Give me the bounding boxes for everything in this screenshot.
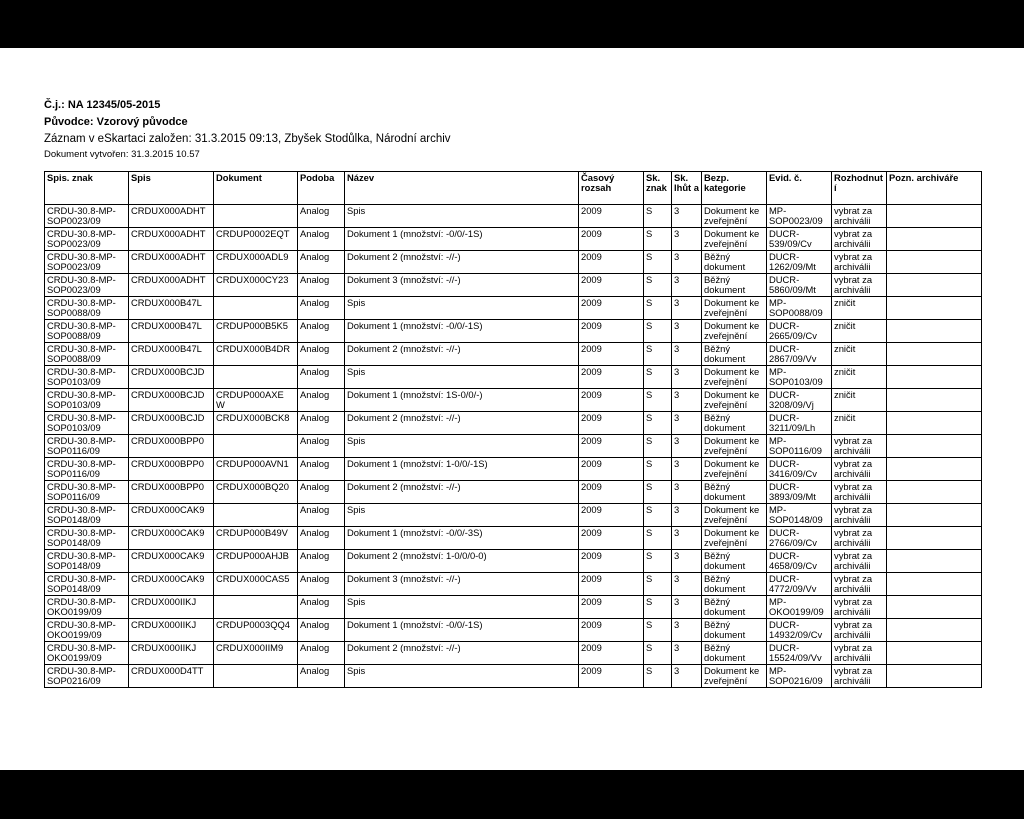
- table-cell: Analog: [298, 504, 345, 527]
- table-cell: CRDUX000BPP0: [129, 435, 214, 458]
- table-cell: S: [644, 228, 672, 251]
- table-cell: S: [644, 504, 672, 527]
- table-cell: CRDU-30.8-MP-OKO0199/09: [45, 596, 129, 619]
- table-row: [45, 665, 982, 688]
- table-cell: CRDUP000B49V: [214, 527, 298, 550]
- table-cell: 2009: [579, 481, 644, 504]
- table-cell: Běžný dokument: [702, 619, 767, 642]
- table-cell: S: [644, 527, 672, 550]
- table-cell: Dokument ke zveřejnění: [702, 458, 767, 481]
- table-cell: 2009: [579, 527, 644, 550]
- table-cell: vybrat za archiválii: [832, 251, 887, 274]
- column-header: Bezp. kategorie: [702, 172, 767, 205]
- table-cell: MP-SOP0023/09: [767, 205, 832, 228]
- table-cell: CRDUX000BCJD: [129, 366, 214, 389]
- table-cell: [887, 320, 982, 343]
- table-cell: 3: [672, 412, 702, 435]
- table-cell: [214, 504, 298, 527]
- column-header: Pozn. archiváře: [887, 172, 982, 205]
- table-cell: 3: [672, 389, 702, 412]
- table-row: [45, 458, 982, 481]
- table-cell: 2009: [579, 389, 644, 412]
- table-cell: vybrat za archiválii: [832, 573, 887, 596]
- table-cell: CRDUX000IIKJ: [129, 596, 214, 619]
- table-cell: vybrat za archiválii: [832, 228, 887, 251]
- table-cell: 2009: [579, 665, 644, 688]
- table-cell: [887, 343, 982, 366]
- table-cell: CRDU-30.8-MP-SOP0148/09: [45, 573, 129, 596]
- table-cell: Analog: [298, 412, 345, 435]
- table-cell: CRDUX000B47L: [129, 343, 214, 366]
- originator: Původce: Vzorový původce: [44, 116, 188, 128]
- table-cell: Dokument 3 (množství: -//-): [345, 573, 579, 596]
- table-cell: vybrat za archiválii: [832, 274, 887, 297]
- column-header: Časový rozsah: [579, 172, 644, 205]
- table-cell: DUCR-2867/09/Vv: [767, 343, 832, 366]
- table-cell: CRDUX000BCJD: [129, 389, 214, 412]
- table-cell: CRDUX000BCJD: [129, 412, 214, 435]
- table-row: [45, 642, 982, 665]
- table-cell: CRDUX000IIKJ: [129, 642, 214, 665]
- table-cell: 3: [672, 274, 702, 297]
- table-cell: [887, 435, 982, 458]
- table-cell: S: [644, 251, 672, 274]
- table-cell: 3: [672, 665, 702, 688]
- table-row: [45, 251, 982, 274]
- table-cell: [214, 205, 298, 228]
- table-cell: Dokument 2 (množství: -//-): [345, 412, 579, 435]
- table-cell: 2009: [579, 366, 644, 389]
- table-row: [45, 274, 982, 297]
- table-cell: vybrat za archiválii: [832, 550, 887, 573]
- table-cell: S: [644, 389, 672, 412]
- table-cell: 2009: [579, 596, 644, 619]
- table-cell: [887, 596, 982, 619]
- table-cell: CRDU-30.8-MP-OKO0199/09: [45, 619, 129, 642]
- table-cell: S: [644, 458, 672, 481]
- table-cell: Dokument 1 (množství: 1S-0/0/-): [345, 389, 579, 412]
- table-cell: [214, 665, 298, 688]
- table-cell: Analog: [298, 320, 345, 343]
- table-cell: S: [644, 596, 672, 619]
- table-cell: Analog: [298, 527, 345, 550]
- table-cell: CRDUP0003QQ4: [214, 619, 298, 642]
- table-cell: [887, 205, 982, 228]
- table-cell: Analog: [298, 251, 345, 274]
- table-cell: MP-SOP0088/09: [767, 297, 832, 320]
- table-cell: vybrat za archiválii: [832, 596, 887, 619]
- table-cell: 3: [672, 205, 702, 228]
- table-cell: 3: [672, 550, 702, 573]
- table-cell: S: [644, 320, 672, 343]
- table-cell: Dokument 2 (množství: -//-): [345, 343, 579, 366]
- table-cell: CRDU-30.8-MP-SOP0088/09: [45, 343, 129, 366]
- table-cell: 2009: [579, 251, 644, 274]
- table-cell: CRDUX000CY23: [214, 274, 298, 297]
- table-cell: 2009: [579, 297, 644, 320]
- table-cell: 3: [672, 527, 702, 550]
- table-cell: CRDUX000CAK9: [129, 550, 214, 573]
- table-cell: [887, 527, 982, 550]
- table-cell: CRDUX000ADL9: [214, 251, 298, 274]
- table-row: [45, 527, 982, 550]
- table-cell: vybrat za archiválii: [832, 435, 887, 458]
- table-cell: CRDU-30.8-MP-SOP0103/09: [45, 366, 129, 389]
- table-cell: 3: [672, 366, 702, 389]
- table-cell: Dokument ke zveřejnění: [702, 665, 767, 688]
- table-cell: Dokument ke zveřejnění: [702, 389, 767, 412]
- table-cell: 3: [672, 481, 702, 504]
- table-cell: Analog: [298, 481, 345, 504]
- table-cell: CRDU-30.8-MP-SOP0088/09: [45, 320, 129, 343]
- table-cell: 3: [672, 251, 702, 274]
- table-cell: Běžný dokument: [702, 596, 767, 619]
- table-cell: CRDUX000ADHT: [129, 251, 214, 274]
- table-row: [45, 412, 982, 435]
- table-cell: CRDUP000B5K5: [214, 320, 298, 343]
- table-cell: Analog: [298, 389, 345, 412]
- table-header-row: [45, 172, 982, 205]
- table-cell: vybrat za archiválii: [832, 504, 887, 527]
- table-row: [45, 343, 982, 366]
- table-row: [45, 550, 982, 573]
- table-cell: MP-SOP0116/09: [767, 435, 832, 458]
- table-cell: S: [644, 550, 672, 573]
- table-cell: 2009: [579, 458, 644, 481]
- table-cell: CRDUX000B47L: [129, 297, 214, 320]
- table-cell: S: [644, 665, 672, 688]
- table-cell: CRDU-30.8-MP-SOP0023/09: [45, 228, 129, 251]
- table-cell: 2009: [579, 573, 644, 596]
- table-cell: CRDUX000CAK9: [129, 504, 214, 527]
- table-cell: CRDUP000AXE W: [214, 389, 298, 412]
- table-cell: Dokument ke zveřejnění: [702, 320, 767, 343]
- table-cell: CRDU-30.8-MP-SOP0103/09: [45, 389, 129, 412]
- table-cell: CRDU-30.8-MP-SOP0023/09: [45, 251, 129, 274]
- table-cell: 3: [672, 343, 702, 366]
- table-cell: [887, 642, 982, 665]
- table-cell: [887, 458, 982, 481]
- table-cell: CRDUX000BPP0: [129, 458, 214, 481]
- table-cell: Dokument 3 (množství: -//-): [345, 274, 579, 297]
- table-cell: DUCR-15524/09/Vv: [767, 642, 832, 665]
- table-cell: DUCR-3893/09/Mt: [767, 481, 832, 504]
- table-cell: zničit: [832, 297, 887, 320]
- table-cell: [887, 228, 982, 251]
- table-cell: DUCR-14932/09/Cv: [767, 619, 832, 642]
- table-cell: Běžný dokument: [702, 481, 767, 504]
- table-row: [45, 228, 982, 251]
- table-cell: S: [644, 205, 672, 228]
- table-cell: Dokument 2 (množství: -//-): [345, 251, 579, 274]
- table-cell: DUCR-3208/09/Vj: [767, 389, 832, 412]
- table-cell: zničit: [832, 366, 887, 389]
- document-page: [0, 48, 1024, 770]
- table-cell: DUCR-1262/09/Mt: [767, 251, 832, 274]
- table-cell: CRDUX000BCK8: [214, 412, 298, 435]
- table-cell: Spis: [345, 665, 579, 688]
- table-cell: vybrat za archiválii: [832, 619, 887, 642]
- table-cell: S: [644, 343, 672, 366]
- table-cell: CRDUP0002EQT: [214, 228, 298, 251]
- table-cell: CRDU-30.8-MP-SOP0148/09: [45, 550, 129, 573]
- table-cell: Běžný dokument: [702, 343, 767, 366]
- table-cell: [887, 251, 982, 274]
- table-cell: [887, 573, 982, 596]
- document-created-info: Dokument vytvořen: 31.3.2015 10.57: [44, 149, 200, 160]
- table-cell: 2009: [579, 504, 644, 527]
- table-cell: CRDU-30.8-MP-OKO0199/09: [45, 642, 129, 665]
- table-cell: CRDUP000AVN1: [214, 458, 298, 481]
- table-cell: vybrat za archiválii: [832, 481, 887, 504]
- table-cell: CRDU-30.8-MP-SOP0116/09: [45, 458, 129, 481]
- reference-number: Č.j.: NA 12345/05-2015: [44, 99, 161, 111]
- table-cell: 3: [672, 573, 702, 596]
- table-cell: CRDUX000CAS5: [214, 573, 298, 596]
- table-cell: CRDUX000B4DR: [214, 343, 298, 366]
- table-cell: Běžný dokument: [702, 642, 767, 665]
- table-cell: Dokument ke zveřejnění: [702, 527, 767, 550]
- table-cell: Dokument 1 (množství: -0/0/-1S): [345, 228, 579, 251]
- table-body: [45, 205, 982, 688]
- table-cell: Analog: [298, 228, 345, 251]
- records-table: [44, 171, 982, 688]
- table-cell: 3: [672, 642, 702, 665]
- table-cell: DUCR-3416/09/Cv: [767, 458, 832, 481]
- table-cell: [887, 504, 982, 527]
- table-cell: 2009: [579, 619, 644, 642]
- table-cell: [887, 665, 982, 688]
- table-cell: CRDU-30.8-MP-SOP0023/09: [45, 274, 129, 297]
- column-header: Sk. znak: [644, 172, 672, 205]
- table-cell: 3: [672, 596, 702, 619]
- table-cell: 3: [672, 458, 702, 481]
- table-cell: CRDU-30.8-MP-SOP0116/09: [45, 435, 129, 458]
- table-cell: Běžný dokument: [702, 573, 767, 596]
- table-cell: DUCR-539/09/Cv: [767, 228, 832, 251]
- table-cell: S: [644, 366, 672, 389]
- table-row: [45, 389, 982, 412]
- table-cell: CRDUX000B47L: [129, 320, 214, 343]
- table-cell: MP-SOP0103/09: [767, 366, 832, 389]
- table-cell: Dokument 1 (množství: -0/0/-1S): [345, 320, 579, 343]
- table-cell: vybrat za archiválii: [832, 642, 887, 665]
- record-created-info: Záznam v eSkartaci založen: 31.3.2015 09:13, Zbyšek Stodůlka, Národní archiv: [44, 133, 451, 145]
- table-cell: DUCR-5860/09/Mt: [767, 274, 832, 297]
- table-cell: [214, 435, 298, 458]
- table-cell: Analog: [298, 274, 345, 297]
- column-header: Podoba: [298, 172, 345, 205]
- table-cell: [887, 366, 982, 389]
- table-cell: CRDUP000AHJB: [214, 550, 298, 573]
- table-row: [45, 481, 982, 504]
- table-row: [45, 435, 982, 458]
- table-cell: Běžný dokument: [702, 412, 767, 435]
- table-cell: Dokument ke zveřejnění: [702, 228, 767, 251]
- table-cell: DUCR-2766/09/Cv: [767, 527, 832, 550]
- table-cell: Spis: [345, 205, 579, 228]
- column-header: Dokument: [214, 172, 298, 205]
- table-cell: CRDU-30.8-MP-SOP0148/09: [45, 504, 129, 527]
- column-header: Evid. č.: [767, 172, 832, 205]
- table-cell: [887, 412, 982, 435]
- table-cell: Dokument ke zveřejnění: [702, 205, 767, 228]
- table-cell: Dokument 1 (množství: 1-0/0/-1S): [345, 458, 579, 481]
- table-cell: Analog: [298, 619, 345, 642]
- table-cell: Dokument 1 (množství: -0/0/-1S): [345, 619, 579, 642]
- table-cell: CRDU-30.8-MP-SOP0216/09: [45, 665, 129, 688]
- table-cell: 2009: [579, 274, 644, 297]
- table-cell: zničit: [832, 412, 887, 435]
- table-cell: Dokument ke zveřejnění: [702, 435, 767, 458]
- table-cell: Analog: [298, 297, 345, 320]
- table-cell: CRDUX000IIM9: [214, 642, 298, 665]
- table-cell: CRDU-30.8-MP-SOP0103/09: [45, 412, 129, 435]
- table-cell: Analog: [298, 458, 345, 481]
- table-cell: 3: [672, 228, 702, 251]
- table-cell: 3: [672, 297, 702, 320]
- table-cell: Dokument 2 (množství: 1-0/0/0-0): [345, 550, 579, 573]
- table-cell: CRDU-30.8-MP-SOP0148/09: [45, 527, 129, 550]
- table-cell: S: [644, 412, 672, 435]
- table-cell: 2009: [579, 412, 644, 435]
- table-row: [45, 297, 982, 320]
- table-cell: Analog: [298, 435, 345, 458]
- table-cell: Dokument ke zveřejnění: [702, 504, 767, 527]
- table-cell: CRDUX000BQ20: [214, 481, 298, 504]
- table-cell: zničit: [832, 320, 887, 343]
- table-cell: [887, 389, 982, 412]
- table-cell: Dokument ke zveřejnění: [702, 366, 767, 389]
- table-cell: 2009: [579, 435, 644, 458]
- table-cell: DUCR-4772/09/Vv: [767, 573, 832, 596]
- table-cell: S: [644, 274, 672, 297]
- column-header: Název: [345, 172, 579, 205]
- table-cell: [887, 619, 982, 642]
- table-cell: Analog: [298, 573, 345, 596]
- table-cell: [887, 297, 982, 320]
- table-cell: CRDU-30.8-MP-SOP0023/09: [45, 205, 129, 228]
- table-cell: S: [644, 619, 672, 642]
- document-header: [44, 97, 451, 163]
- table-cell: MP-SOP0216/09: [767, 665, 832, 688]
- table-cell: [214, 596, 298, 619]
- table-cell: Analog: [298, 642, 345, 665]
- table-row: [45, 320, 982, 343]
- table-cell: CRDUX000ADHT: [129, 205, 214, 228]
- table-cell: MP-SOP0148/09: [767, 504, 832, 527]
- table-cell: zničit: [832, 389, 887, 412]
- table-cell: 3: [672, 320, 702, 343]
- table-cell: Běžný dokument: [702, 550, 767, 573]
- table-row: [45, 205, 982, 228]
- table-cell: 2009: [579, 228, 644, 251]
- table-cell: [887, 481, 982, 504]
- table-cell: CRDUX000ADHT: [129, 274, 214, 297]
- table-row: [45, 573, 982, 596]
- column-header: Rozhodnut í: [832, 172, 887, 205]
- table-cell: Dokument ke zveřejnění: [702, 297, 767, 320]
- table-cell: Spis: [345, 366, 579, 389]
- table-row: [45, 619, 982, 642]
- table-cell: DUCR-4658/09/Cv: [767, 550, 832, 573]
- table-cell: Spis: [345, 504, 579, 527]
- table-cell: 3: [672, 619, 702, 642]
- column-header: Spis: [129, 172, 214, 205]
- table-cell: S: [644, 642, 672, 665]
- table-cell: CRDUX000CAK9: [129, 573, 214, 596]
- table-cell: Dokument 1 (množství: -0/0/-3S): [345, 527, 579, 550]
- table-cell: DUCR-3211/09/Lh: [767, 412, 832, 435]
- table-cell: 2009: [579, 343, 644, 366]
- table-cell: S: [644, 297, 672, 320]
- table-cell: Dokument 2 (množství: -//-): [345, 642, 579, 665]
- table-cell: Analog: [298, 665, 345, 688]
- table-cell: [214, 297, 298, 320]
- table-cell: Dokument 2 (množství: -//-): [345, 481, 579, 504]
- table-cell: 3: [672, 504, 702, 527]
- table-cell: 2009: [579, 205, 644, 228]
- table-cell: S: [644, 481, 672, 504]
- table-cell: [214, 366, 298, 389]
- table-cell: vybrat za archiválii: [832, 458, 887, 481]
- table-cell: 2009: [579, 642, 644, 665]
- table-cell: CRDU-30.8-MP-SOP0088/09: [45, 297, 129, 320]
- table-cell: [887, 274, 982, 297]
- table-cell: MP-OKO0199/09: [767, 596, 832, 619]
- table-cell: DUCR-2665/09/Cv: [767, 320, 832, 343]
- table-row: [45, 366, 982, 389]
- table-cell: vybrat za archiválii: [832, 527, 887, 550]
- table-cell: Analog: [298, 343, 345, 366]
- table-cell: CRDU-30.8-MP-SOP0116/09: [45, 481, 129, 504]
- table-cell: Analog: [298, 366, 345, 389]
- column-header: Sk. lhůt a: [672, 172, 702, 205]
- table-cell: 2009: [579, 320, 644, 343]
- table-cell: 2009: [579, 550, 644, 573]
- table-row: [45, 504, 982, 527]
- table-cell: S: [644, 573, 672, 596]
- table-cell: zničit: [832, 343, 887, 366]
- table-cell: 3: [672, 435, 702, 458]
- table-cell: CRDUX000IIKJ: [129, 619, 214, 642]
- table-cell: CRDUX000D4TT: [129, 665, 214, 688]
- table-cell: Analog: [298, 205, 345, 228]
- table-cell: Spis: [345, 297, 579, 320]
- table-cell: vybrat za archiválii: [832, 205, 887, 228]
- table-cell: Běžný dokument: [702, 251, 767, 274]
- table-cell: Analog: [298, 596, 345, 619]
- table-cell: vybrat za archiválii: [832, 665, 887, 688]
- table-cell: Spis: [345, 596, 579, 619]
- table-cell: CRDUX000ADHT: [129, 228, 214, 251]
- table-cell: S: [644, 435, 672, 458]
- table-cell: [887, 550, 982, 573]
- table-cell: CRDUX000BPP0: [129, 481, 214, 504]
- table-cell: Spis: [345, 435, 579, 458]
- table-row: [45, 596, 982, 619]
- table-cell: Běžný dokument: [702, 274, 767, 297]
- column-header: Spis. znak: [45, 172, 129, 205]
- table-cell: Analog: [298, 550, 345, 573]
- table-cell: CRDUX000CAK9: [129, 527, 214, 550]
